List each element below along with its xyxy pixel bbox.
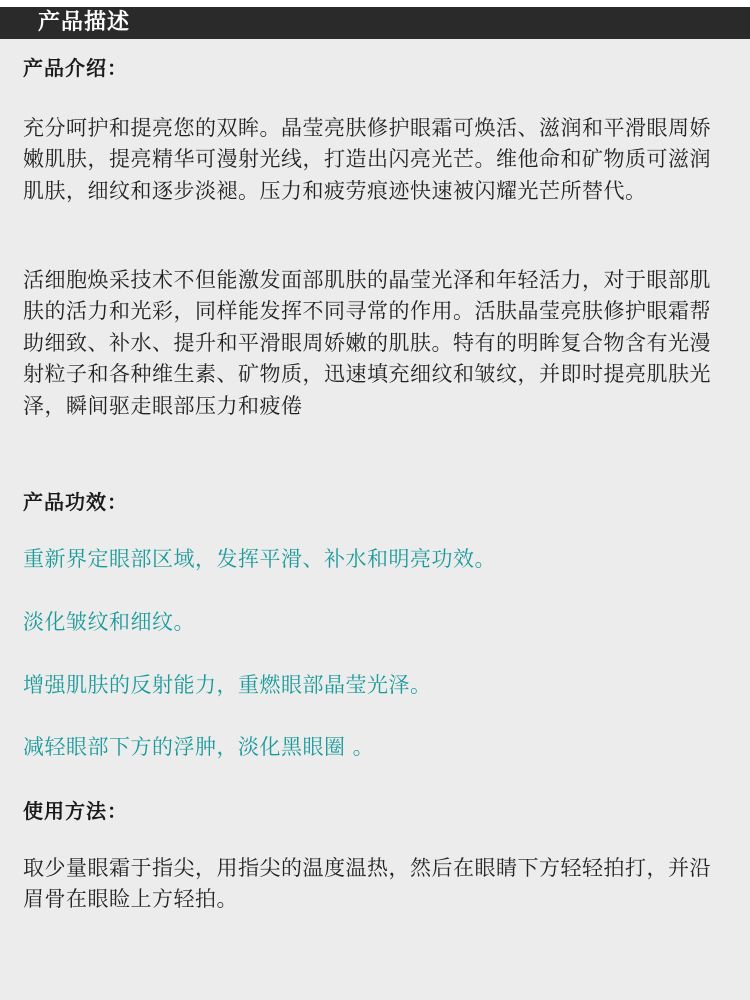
benefit-item: 重新界定眼部区域，发挥平滑、补水和明亮功效。	[23, 547, 496, 571]
section-title: 产品描述	[38, 10, 131, 35]
intro-paragraph-2: 活细胞焕采技术不但能激发面部肌肤的晶莹光泽和年轻活力，对于眼部肌肤的活力和光彩，同样能发挥不同寻常的作用。活肤晶莹亮肤修护眼霜帮助细致、补水、提升和平滑眼周娇嫩的肌肤。特有的明眸复合物含有光漫射粒子和各种维生素、矿物质，迅速填充细纹和皱纹，并即时提亮肌肤光泽，瞬间驱走眼部压力和疲倦	[23, 268, 711, 418]
benefits-heading: 产品功效：	[23, 490, 128, 514]
benefit-item: 减轻眼部下方的浮肿，淡化黑眼圈 。	[23, 735, 375, 759]
usage-paragraph: 取少量眼霜于指尖，用指尖的温度温热，然后在眼睛下方轻轻拍打，并沿眉骨在眼睑上方轻拍。	[23, 856, 711, 912]
intro-paragraph-1: 充分呵护和提亮您的双眸。晶莹亮肤修护眼霜可焕活、滋润和平滑眼周娇嫩肌肤，提亮精华可漫射光线，打造出闪亮光芒。维他命和矿物质可滋润肌肤，细纹和逐步淡褪。压力和疲劳痕迹快速被闪耀光芒所替代。	[23, 116, 711, 203]
benefit-item: 淡化皱纹和细纹。	[23, 610, 195, 634]
section-header-bar	[0, 7, 750, 39]
benefit-item: 增强肌肤的反射能力，重燃眼部晶莹光泽。	[23, 673, 432, 697]
intro-heading: 产品介绍：	[23, 56, 128, 80]
usage-heading: 使用方法：	[23, 799, 128, 823]
top-strip	[0, 0, 750, 7]
